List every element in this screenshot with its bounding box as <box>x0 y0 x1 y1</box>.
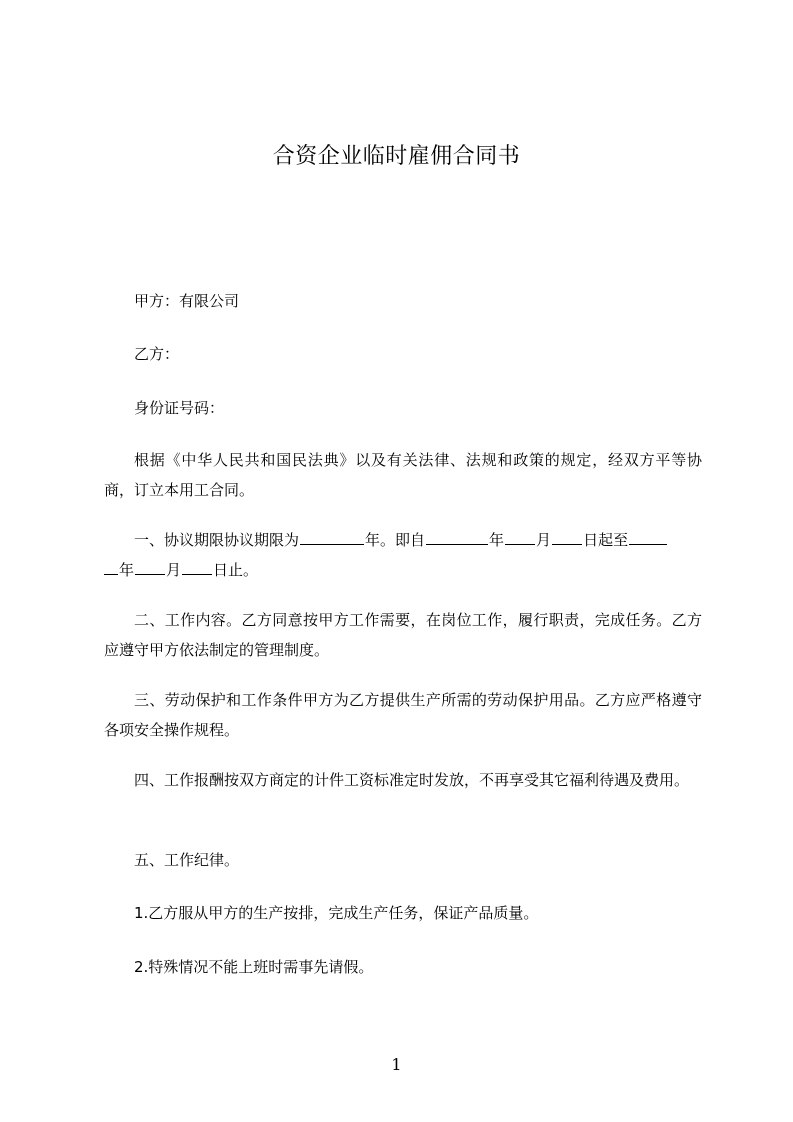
blank-start-year <box>426 527 488 545</box>
clause-1-text-6: 年 <box>119 561 135 579</box>
id-number-line: 身份证号码： <box>134 399 225 417</box>
blank-start-month <box>505 527 535 545</box>
party-b-line: 乙方： <box>134 345 180 363</box>
clause-1-text-5: 日起至 <box>583 531 629 549</box>
clause-1-term <box>104 525 702 585</box>
page-number: 1 <box>391 1055 402 1074</box>
document-title: 合资企业临时雇佣合同书 <box>272 144 521 169</box>
discipline-item-2: 2.特殊情况不能上班时需事先请假。 <box>134 958 374 976</box>
clause-1-text-1: 一、协议期限协议期限为 <box>134 531 300 549</box>
discipline-item-1: 1.乙方服从甲方的生产按排，完成生产任务，保证产品质量。 <box>134 904 539 922</box>
preamble-paragraph: 根据《中华人民共和国民法典》以及有关法律、法规和政策的规定，经双方平等协商，订立本用工合同。 <box>104 451 702 499</box>
party-a-line: 甲方：有限公司 <box>134 292 240 310</box>
blank-contract-years <box>300 527 364 545</box>
clause-1-text-3: 年 <box>489 531 505 549</box>
clause-1-text-7: 月 <box>166 561 182 579</box>
blank-start-day <box>552 527 582 545</box>
clause-3-labor-protection: 三、劳动保护和工作条件甲方为乙方提供生产所需的劳动保护用品。乙方应严格遵守各项安全操作规程。 <box>104 691 702 739</box>
blank-end-year-part-1 <box>629 527 667 545</box>
clause-1-text-8: 日止。 <box>213 561 259 579</box>
clause-4-remuneration: 四、工作报酬按双方商定的计件工资标准定时发放，不再享受其它福利待遇及费用。 <box>134 771 690 789</box>
blank-end-day <box>182 557 212 575</box>
blank-end-year-part-2 <box>104 557 118 575</box>
clause-5-discipline: 五、工作纪律。 <box>134 851 240 869</box>
clause-2-work-content: 二、工作内容。乙方同意按甲方工作需要，在岗位工作，履行职责，完成任务。乙方应遵守甲方依法制定的管理制度。 <box>104 611 702 659</box>
clause-1-text-4: 月 <box>536 531 552 549</box>
clause-1-text-2: 年。即自 <box>365 531 426 549</box>
blank-end-month <box>135 557 165 575</box>
